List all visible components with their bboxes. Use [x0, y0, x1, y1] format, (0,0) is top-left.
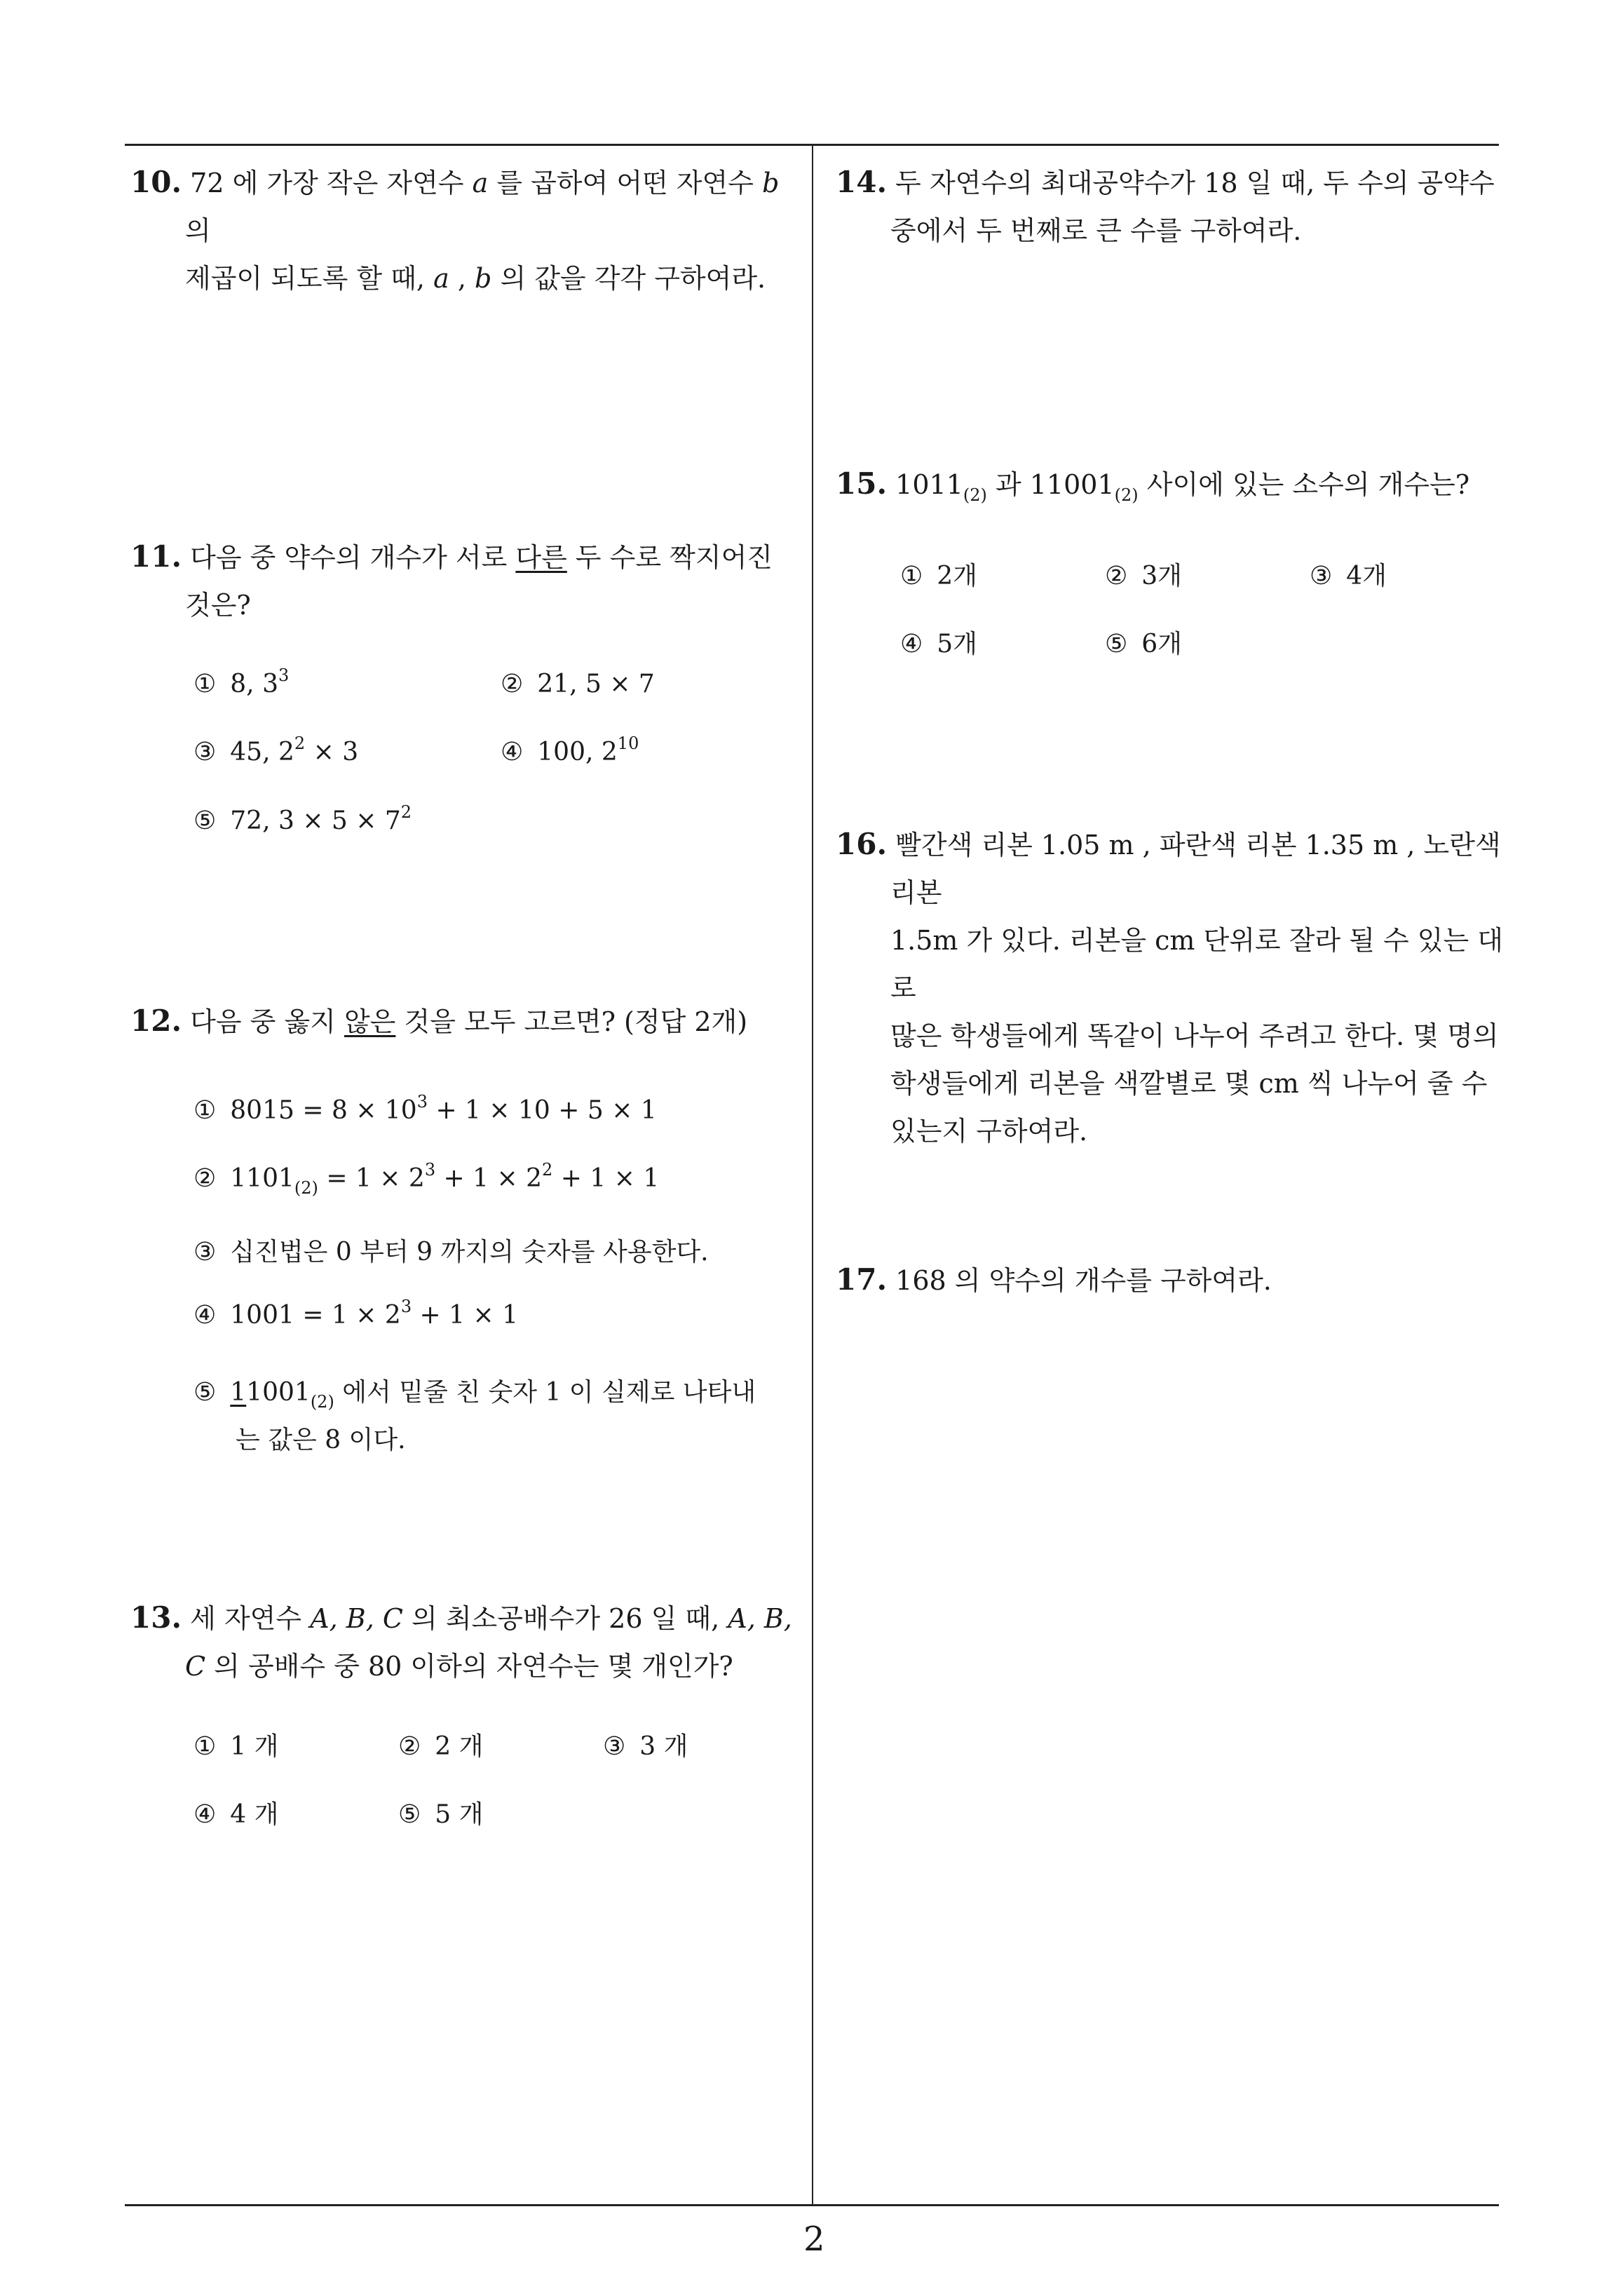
question-number: 15. [836, 466, 888, 501]
choice-12-2[interactable]: ② $1101_{(2)} = 1 \times 2^3 + 1 \times 2^2 + 1 \times 1$ [193, 1160, 660, 1198]
choice-15-1[interactable]: ① 2개 [900, 562, 977, 590]
question-number: 12. [130, 1004, 182, 1038]
question-number: 10. [130, 165, 182, 199]
question-12: 12. 다음 중 옳지 않은 것을 모두 고르면? (정답 2개) [130, 1004, 748, 1038]
choice-13-5[interactable]: ⑤ 5 개 [398, 1800, 484, 1829]
choice-15-3[interactable]: ③ 4개 [1310, 562, 1387, 590]
column-divider [812, 145, 813, 2206]
underlined-word: 다른 [515, 542, 567, 573]
choice-13-3[interactable]: ③ 3 개 [603, 1732, 688, 1761]
choice-12-1[interactable]: ① $8015 = 8 \times 10^3 + 1 \times 10 + 5 \times 1$ [193, 1092, 657, 1125]
choice-12-5[interactable]: ⑤ $11001_{(2)}$ 에서 밑줄 친 숫자 1 이 실제로 나타내 는 값은 8 이다. [193, 1378, 756, 1454]
question-number: 16. [836, 827, 888, 861]
choice-13-1[interactable]: ① 1 개 [193, 1732, 279, 1761]
question-10: 10. 72 에 가장 작은 자연수 a 를 곱하여 어떤 자연수 b 의 제곱이 되도록 할 때, a , b 의 값을 각각 구하여라. [130, 165, 780, 294]
question-number: 14. [836, 165, 888, 199]
underlined-word: 않은 [344, 1006, 396, 1037]
choice-15-5[interactable]: ⑤ 6개 [1105, 630, 1182, 659]
question-15: 15. $1011_{(2)}$ 과 $11001_{(2)}$ 사이에 있는 소수의 개수는? [836, 466, 1470, 505]
question-11: 11. 다음 중 약수의 개수가 서로 다른 두 수로 짝지어진 것은? [130, 539, 773, 621]
choice-12-3[interactable]: ③ 십진법은 0 부터 9 까지의 숫자를 사용한다. [193, 1238, 709, 1267]
question-13: 13. 세 자연수 A, B, C 의 최소공배수가 26 일 때, A, B, C 의 공배수 중 80 이하의 자연수는 몇 개인가? [130, 1600, 792, 1682]
question-number: 17. [836, 1262, 888, 1297]
choice-15-2[interactable]: ② 3개 [1105, 562, 1182, 590]
choice-12-4[interactable]: ④ $1001 = 1 \times 2^3 + 1 \times 1$ [193, 1297, 519, 1330]
question-14: 14. 두 자연수의 최대공약수가 18 일 때, 두 수의 공약수 중에서 두 번째로 큰 수를 구하여라. [836, 165, 1495, 246]
question-number: 13. [130, 1600, 182, 1635]
page-number: 2 [803, 2220, 825, 2259]
choice-13-2[interactable]: ② 2 개 [398, 1732, 484, 1761]
choice-11-1[interactable]: ① 8, $3^3$ [193, 666, 290, 698]
choice-15-4[interactable]: ④ 5개 [900, 630, 977, 659]
question-number: 11. [130, 539, 182, 574]
choice-11-4[interactable]: ④ 100, $2^{10}$ [501, 734, 639, 767]
choice-11-5[interactable]: ⑤ 72, $3 \times 5 \times 7^2$ [193, 802, 412, 835]
choice-11-3[interactable]: ③ 45, $2^2 \times 3$ [193, 734, 359, 767]
choice-13-4[interactable]: ④ 4 개 [193, 1800, 279, 1829]
question-16: 16. 빨간색 리본 1.05 m , 파란색 리본 1.35 m , 노란색 리본 1.5m 가 있다. 리본을 cm 단위로 잘라 될 수 있는 대로 많은 학생들에게 똑같이 나누어 주려고 한다. 몇 명의 학생들에게 리본을 색깔별로 몇 cm 씩 나누어 줄 수 있는지 구하여라. [836, 827, 1503, 1147]
question-17: 17. 168 의 약수의 개수를 구하여라. [836, 1262, 1272, 1297]
bottom-rule [125, 2204, 1499, 2206]
choice-11-2[interactable]: ② 21, 5 × 7 [501, 670, 655, 698]
